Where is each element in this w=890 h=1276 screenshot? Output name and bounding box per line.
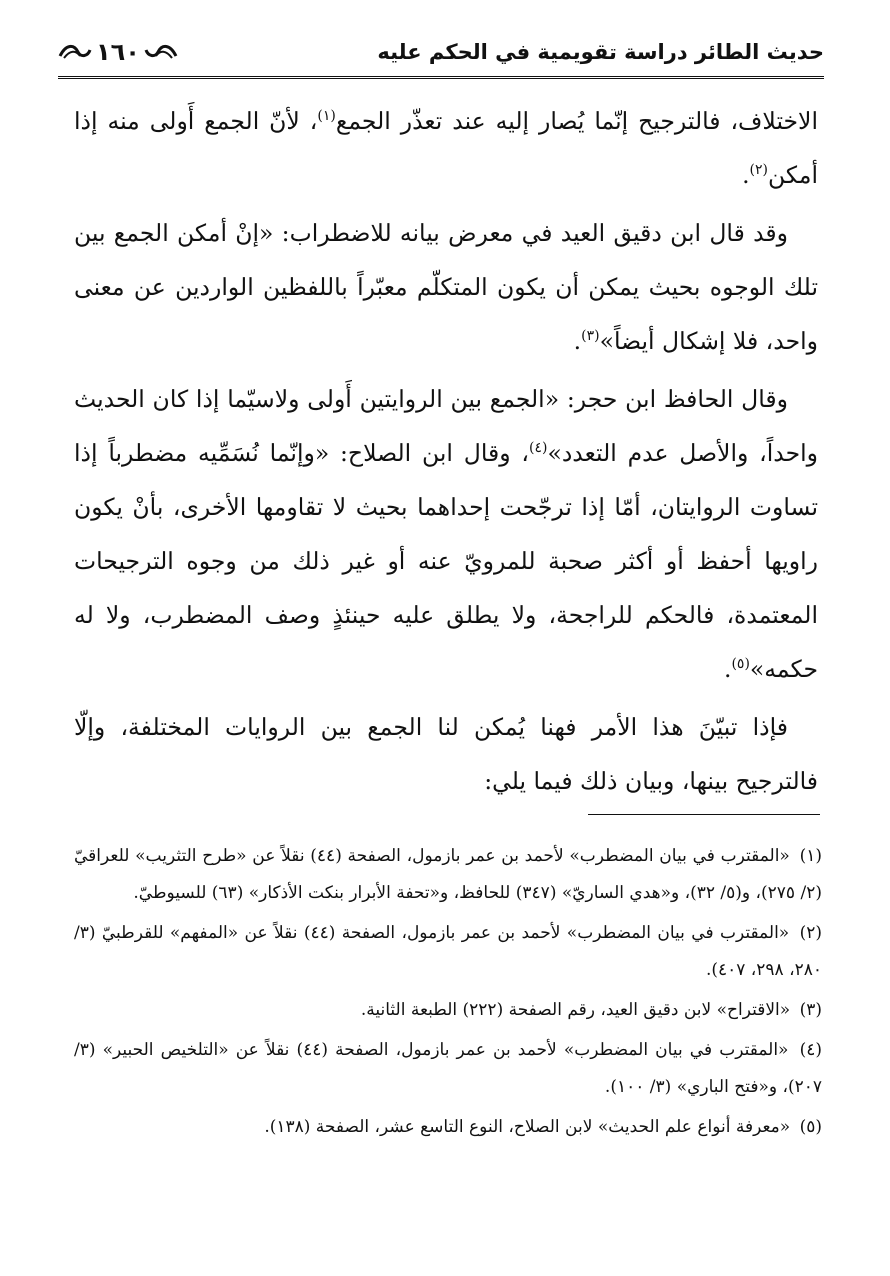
footnote-1 bbox=[74, 838, 822, 912]
paragraph-3 bbox=[74, 372, 818, 696]
footnote-number: (٢) bbox=[799, 923, 823, 943]
footnote-ref-2: (٢) bbox=[749, 162, 769, 179]
paragraph-2-text-a: وقد قال ابن دقيق العيد في معرض بيانه للاضطراب: «إنْ أمكن الجمع بين تلك الوجوه بحيث يمكن أن يكون المتكلّم معبّراً باللفظين الواردين عن معنى واحد، فلا إشكال أيضاً» bbox=[74, 219, 818, 355]
footnote-3 bbox=[74, 992, 822, 1029]
footnote-5 bbox=[74, 1109, 822, 1146]
footnote-number: (٣) bbox=[799, 1000, 822, 1020]
footnote-text: «المقترب في بيان المضطرب» لأحمد بن عمر بازمول، الصفحة (٤٤) نقلاً عن «التلخيص الحبير» (٣/ ٢٠٧)، و«فتح الباري» (٣/ ١٠٠). bbox=[74, 1040, 822, 1097]
paragraph-4: فإذا تبيّنَ هذا الأمر فهنا يُمكن لنا الجمع بين الروايات المختلفة، وإلّا فالترجيح بينها، وبيان ذلك فيما يلي: bbox=[74, 713, 818, 795]
footnote-text: «معرفة أنواع علم الحديث» لابن الصلاح، النوع التاسع عشر، الصفحة (١٣٨). bbox=[264, 1117, 791, 1137]
paragraph-1 bbox=[74, 94, 818, 202]
footnote-number: (٤) bbox=[799, 1040, 822, 1060]
footnote-ref-3: (٣) bbox=[581, 328, 600, 345]
paragraph-1-text-a: الاختلاف، فالترجيح إنّما يُصار إليه عند تعذّر الجمع bbox=[335, 107, 818, 135]
page-number: ١٦٠ bbox=[96, 38, 140, 66]
footnote-number: (٥) bbox=[799, 1117, 822, 1137]
footnote-ref-1: (١) bbox=[317, 108, 336, 125]
ornament-right-icon bbox=[144, 42, 178, 62]
ornament-left-icon bbox=[58, 42, 92, 62]
footnote-text: «الاقتراح» لابن دقيق العيد، رقم الصفحة (٢٢٢) الطبعة الثانية. bbox=[360, 1000, 791, 1020]
paragraph-3-text-b: ، وقال ابن الصلاح: «وإنّما نُسَمِّيه مضطرباً إذا تساوت الروايتان، أمّا إذا ترجّحت إحداهما بحيث لا تقاومها الأخرى، بأنْ يكون راويها أحفظ أو أكثر صحبة للمرويّ عنه أو غير ذلك من وجوه الترجيحات المعتمدة، فالحكم للراجحة، ولا يطلق عليه حينئذٍ وصف المضطرب، ولا له حكمه» bbox=[74, 439, 818, 683]
paragraph-2 bbox=[74, 206, 818, 368]
paragraph-2-text-b: . bbox=[573, 327, 582, 355]
footnote-separator bbox=[588, 814, 820, 815]
page-header bbox=[58, 30, 824, 74]
main-text bbox=[74, 94, 818, 812]
paragraph-1-text-c: . bbox=[742, 161, 750, 189]
footnote-4 bbox=[74, 1032, 822, 1106]
footnote-text: «المقترب في بيان المضطرب» لأحمد بن عمر بازمول، الصفحة (٤٤) نقلاً عن «طرح التثريب» للعراقيّ (٢/ ٢٧٥)، و(٥/ ٣٢)، و«هدي الساريّ» (٣٤٧) للحافظ، و«تحفة الأبرار بنكت الأذكار» (٦٣) للسيوطيّ. bbox=[74, 846, 822, 903]
paragraph-1-text-b: ، لأنّ الجمع أَولى منه إذا أمكن bbox=[74, 107, 818, 189]
footnote-number: (١) bbox=[799, 846, 822, 866]
footnote-2 bbox=[74, 915, 822, 989]
footnote-text: «المقترب في بيان المضطرب» لأحمد بن عمر بازمول، الصفحة (٤٤) نقلاً عن «المفهم» للقرطبيّ (٣/ ٢٨٠، ٢٩٨، ٤٠٧). bbox=[74, 923, 822, 980]
running-title: حديث الطائر دراسة تقويمية في الحكم عليه bbox=[377, 40, 824, 64]
footnote-ref-4: (٤) bbox=[529, 440, 548, 457]
paragraph-3-text-a: وقال الحافظ ابن حجر: «الجمع بين الروايتين أَولى ولاسيّما إذا كان الحديث واحداً، والأصل عدم التعدد» bbox=[74, 385, 818, 467]
footnotes bbox=[74, 838, 822, 1149]
header-rule bbox=[58, 76, 824, 79]
footnote-ref-5: (٥) bbox=[731, 656, 750, 673]
page-number-block bbox=[58, 38, 178, 66]
paragraph-3-text-c: . bbox=[723, 655, 732, 683]
